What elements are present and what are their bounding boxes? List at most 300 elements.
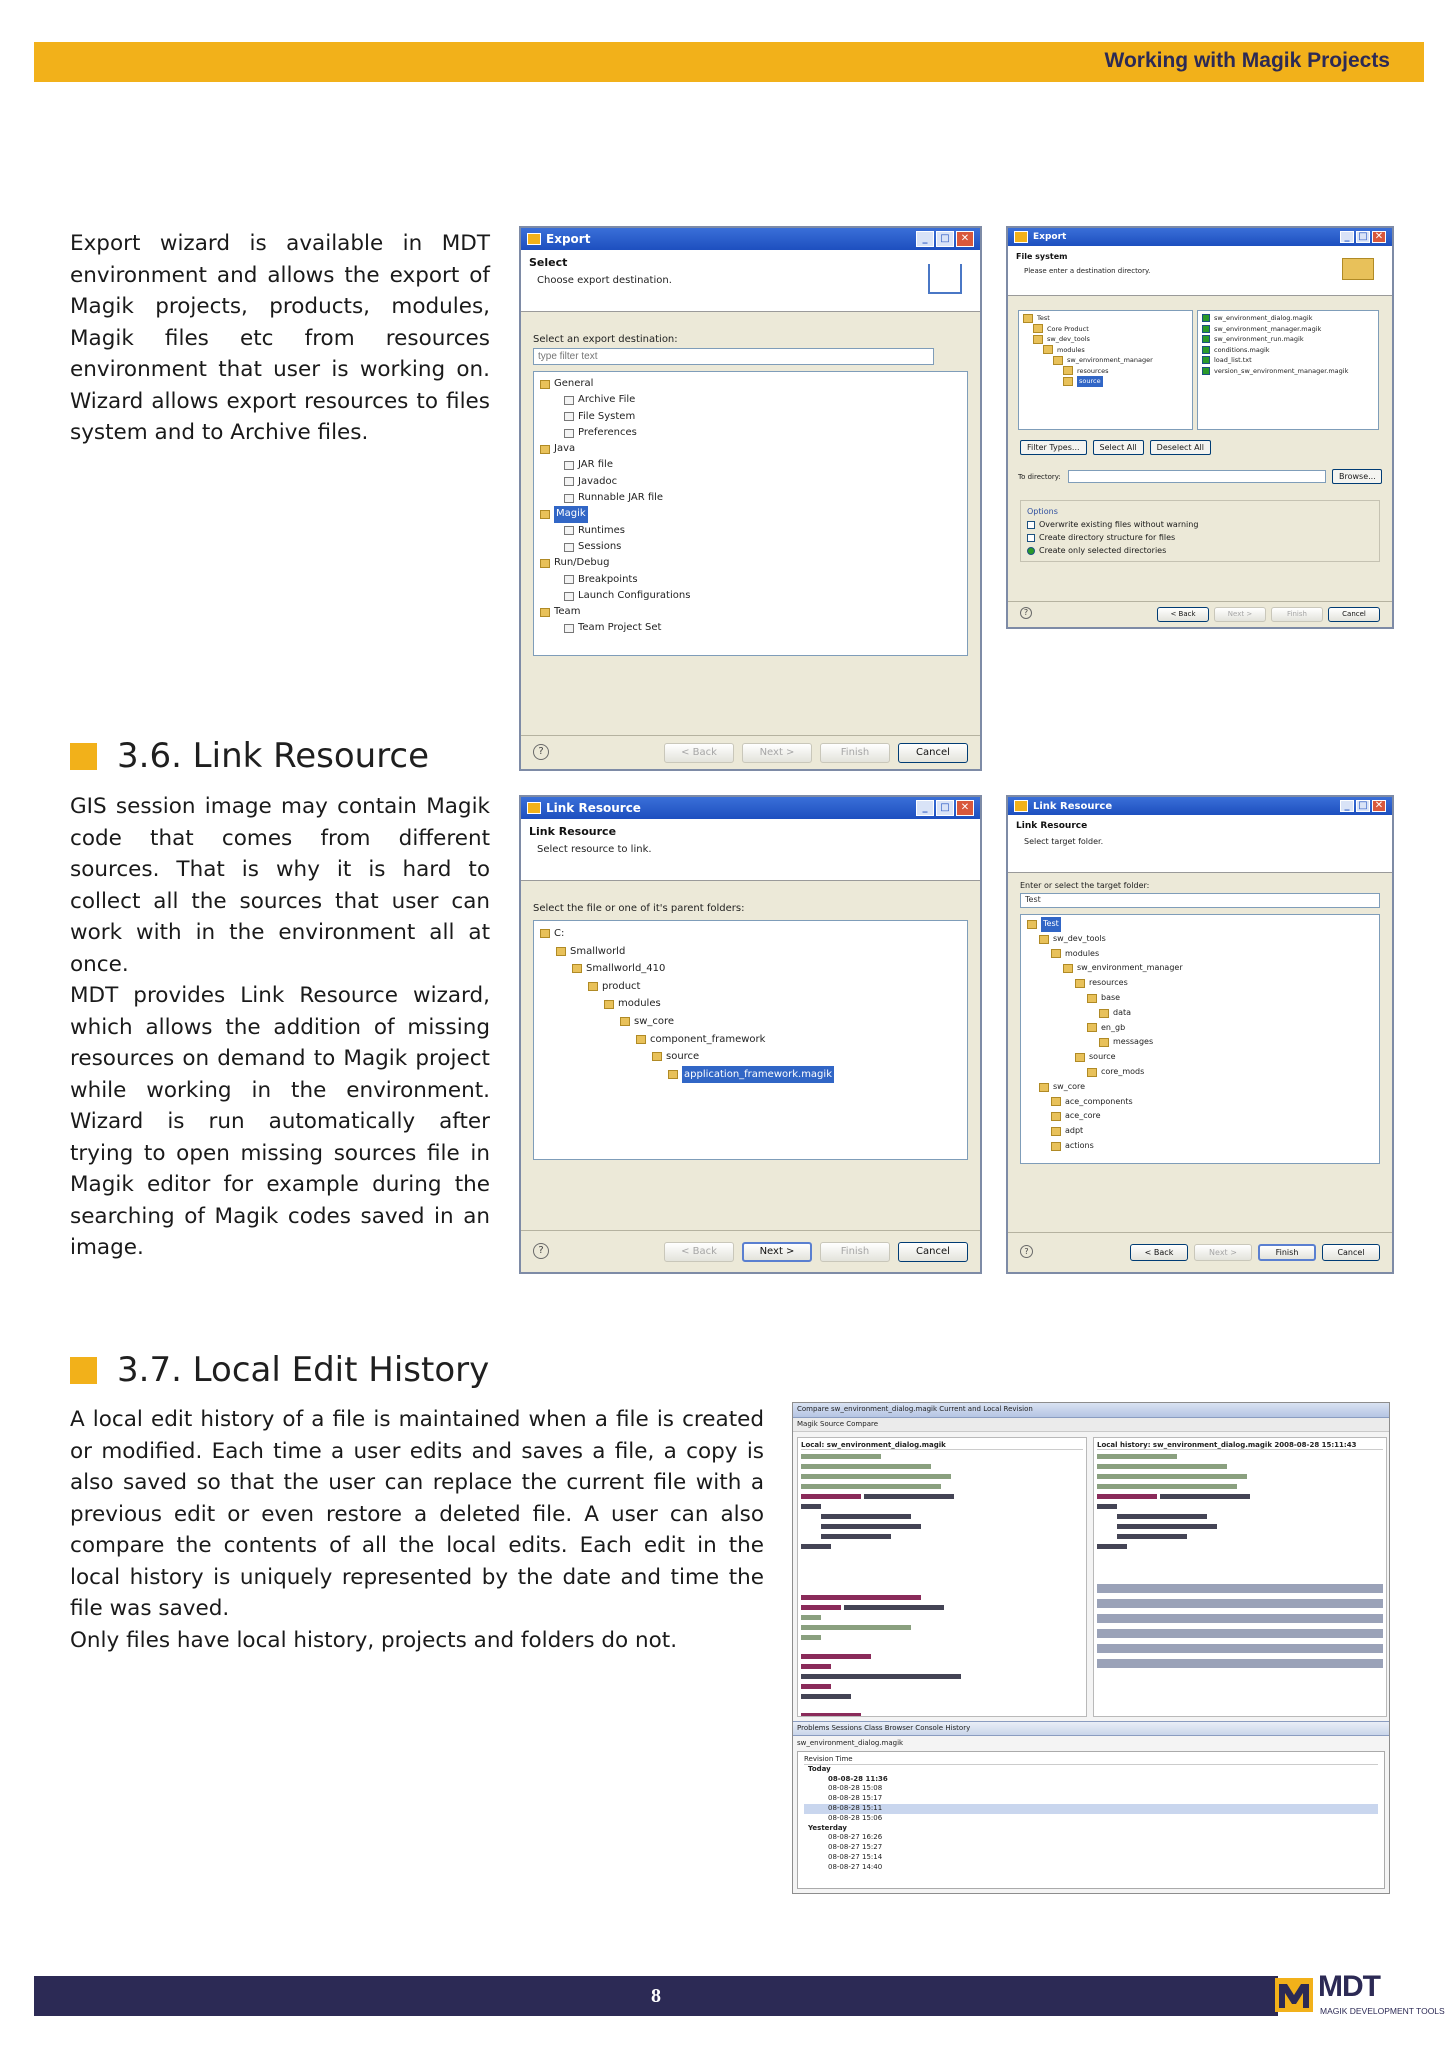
tree-item-label: data — [1113, 1007, 1132, 1017]
code-line — [801, 1662, 1083, 1671]
tree-item-label: Runtimes — [578, 524, 625, 536]
maximize-icon[interactable]: □ — [936, 231, 954, 247]
option-row[interactable] — [1027, 544, 1373, 557]
tree-item-label: Sessions — [578, 540, 622, 552]
folder-icon — [668, 1070, 678, 1079]
folder-icon — [652, 1052, 662, 1061]
tree-item[interactable] — [1027, 1035, 1373, 1050]
code-line — [1097, 1452, 1383, 1461]
link1-footer — [521, 1230, 980, 1272]
folder-icon — [1051, 1097, 1061, 1106]
folder-icon — [1075, 1053, 1085, 1062]
code-line — [1097, 1532, 1383, 1541]
file-list-item[interactable] — [1202, 345, 1374, 356]
code-line — [801, 1593, 1083, 1602]
file-list-label: sw_environment_manager.magik — [1214, 324, 1322, 333]
export-destination-tree — [533, 371, 968, 656]
mdt-window-icon — [1014, 231, 1028, 243]
cancel-button[interactable]: Cancel — [898, 743, 968, 763]
section-heading-local-edit-history — [70, 1350, 489, 1390]
header-title: Working with Magik Projects — [1104, 49, 1390, 72]
file-icon — [564, 575, 574, 584]
next-button[interactable]: Next > — [1214, 607, 1266, 622]
minimize-icon[interactable]: _ — [916, 231, 934, 247]
option-checkbox[interactable] — [1027, 534, 1035, 542]
tree-item-label: modules — [1065, 948, 1100, 958]
tree-item[interactable] — [540, 539, 961, 555]
tree-item[interactable] — [540, 376, 961, 392]
option-row[interactable] — [1027, 531, 1373, 544]
code-line — [801, 1672, 1083, 1681]
file-icon — [564, 461, 574, 470]
folder-icon — [540, 510, 550, 519]
browse-button[interactable]: Browse... — [1332, 469, 1382, 484]
checkbox[interactable] — [1202, 356, 1210, 364]
code-line — [801, 1502, 1083, 1511]
tree-item[interactable] — [1027, 976, 1373, 991]
code-line — [1097, 1492, 1383, 1501]
filesystem-export-screenshot — [1006, 226, 1394, 629]
export-wizard-icon — [928, 264, 962, 294]
tree-item[interactable] — [540, 425, 961, 441]
tree-item-label: modules — [1057, 345, 1085, 354]
code-line — [1097, 1462, 1383, 1471]
folder-icon — [1063, 964, 1073, 973]
file-list-label: version_sw_environment_manager.magik — [1214, 366, 1349, 375]
tree-item[interactable] — [540, 506, 961, 522]
help-icon[interactable]: ? — [1020, 1245, 1033, 1258]
finish-button[interactable]: Finish — [820, 1242, 890, 1262]
mdt-logo-text: MDT — [1318, 1970, 1380, 2003]
next-button[interactable]: Next > — [742, 743, 812, 763]
revision-group[interactable]: Today — [808, 1764, 831, 1773]
link2-banner-title: Link Resource — [1016, 821, 1088, 831]
tree-item[interactable] — [1027, 961, 1373, 976]
link1-banner — [521, 819, 980, 881]
diff-highlight — [1097, 1584, 1383, 1593]
tree-item-label: JAR file — [578, 459, 613, 471]
tree-item[interactable] — [1023, 345, 1188, 356]
link-resource-text — [70, 791, 490, 1264]
tree-item-label: Test — [1041, 917, 1061, 932]
revision-item[interactable]: 08-08-28 15:11 — [804, 1804, 1378, 1814]
folder-icon — [540, 445, 550, 454]
local-history-para2: Only files have local history, projects and folders do not. — [70, 1627, 678, 1653]
tree-item-label: resources — [1089, 978, 1128, 988]
tree-item-label: application_framework.magik — [682, 1066, 834, 1084]
cancel-button[interactable]: Cancel — [1328, 607, 1380, 622]
file-icon — [564, 429, 574, 438]
link1-folder-tree — [533, 920, 968, 1160]
option-checkbox[interactable] — [1027, 547, 1035, 555]
tree-item-label: adpt — [1065, 1126, 1084, 1136]
tree-item-label: Archive File — [578, 394, 636, 406]
link1-window-title: Link Resource — [546, 801, 641, 815]
option-row[interactable] — [1027, 518, 1373, 531]
diff-highlight — [1097, 1599, 1383, 1608]
folder-icon — [1099, 1009, 1109, 1018]
back-button[interactable]: < Back — [1157, 607, 1209, 622]
left-pane-title: Local: sw_environment_dialog.magik — [801, 1441, 1083, 1450]
tree-item-label: Javadoc — [578, 475, 618, 487]
finish-button[interactable]: Finish — [1258, 1244, 1316, 1261]
link2-label: Enter or select the target folder: — [1020, 881, 1150, 890]
file-icon — [564, 526, 574, 535]
finish-button[interactable]: Finish — [1271, 607, 1323, 622]
tree-item-label: modules — [618, 998, 661, 1010]
back-button[interactable]: < Back — [664, 743, 734, 763]
tree-item[interactable] — [540, 523, 961, 539]
compare-editor-tab[interactable]: Compare sw_environment_dialog.magik Current and Local Revision — [793, 1403, 1389, 1418]
page-number: 8 — [651, 1985, 661, 2007]
revision-item[interactable]: 08-08-27 15:27 — [828, 1843, 883, 1852]
tree-item-label: sw_environment_manager — [1077, 963, 1183, 973]
tree-item-label: Breakpoints — [578, 573, 638, 585]
folder-icon — [1087, 1068, 1097, 1077]
file-list-item[interactable] — [1202, 334, 1374, 345]
next-button[interactable]: Next > — [1194, 1244, 1252, 1261]
filesystem-footer — [1008, 601, 1392, 627]
header-bar — [34, 42, 1424, 82]
code-line — [1097, 1502, 1383, 1511]
tree-item[interactable] — [1027, 1050, 1373, 1065]
checkbox[interactable] — [1202, 325, 1210, 333]
link2-banner — [1008, 815, 1392, 873]
tree-item[interactable] — [540, 588, 961, 604]
back-button[interactable]: < Back — [1130, 1244, 1188, 1261]
code-line — [801, 1603, 1083, 1612]
local-history-heading: 3.7. Local Edit History — [117, 1350, 490, 1390]
file-list-label: conditions.magik — [1214, 345, 1270, 354]
option-checkbox[interactable] — [1027, 521, 1035, 529]
tree-item[interactable] — [1027, 1095, 1373, 1110]
revision-item[interactable]: 08-08-28 15:17 — [828, 1794, 883, 1803]
file-icon — [564, 624, 574, 633]
tree-item[interactable] — [1027, 932, 1373, 947]
to-directory-input[interactable] — [1068, 470, 1326, 483]
tree-item-label: Smallworld_410 — [586, 963, 666, 975]
tree-item[interactable] — [540, 925, 961, 943]
code-line — [1097, 1512, 1383, 1521]
tree-item-label: C: — [554, 928, 565, 939]
tree-item[interactable] — [540, 409, 961, 425]
link-resource-screenshot-2 — [1006, 795, 1394, 1274]
mdt-window-icon — [527, 802, 541, 814]
export-banner — [521, 250, 980, 312]
folder-icon — [1099, 1038, 1109, 1047]
cancel-button[interactable]: Cancel — [898, 1242, 968, 1262]
code-line — [1097, 1482, 1383, 1491]
mdt-window-icon — [1014, 800, 1028, 812]
mdt-logo-subtitle: MAGIK DEVELOPMENT TOOLS — [1320, 2006, 1445, 2016]
next-button[interactable]: Next > — [742, 1242, 812, 1262]
left-compare-pane — [797, 1437, 1087, 1717]
tree-item[interactable] — [540, 474, 961, 490]
tree-item[interactable] — [1027, 1021, 1373, 1036]
tree-item[interactable] — [1027, 917, 1373, 932]
folder-icon — [1075, 979, 1085, 988]
code-line — [801, 1633, 1083, 1642]
file-icon — [564, 477, 574, 486]
option-label: Overwrite existing files without warning — [1039, 520, 1199, 529]
revision-item[interactable]: 08-08-27 14:40 — [828, 1862, 883, 1871]
code-line — [801, 1623, 1083, 1632]
checkbox[interactable] — [1202, 314, 1210, 322]
diff-highlight — [1097, 1629, 1383, 1638]
folder-icon — [1063, 366, 1073, 375]
file-icon — [564, 396, 574, 405]
folder-icon — [588, 982, 598, 991]
back-button[interactable]: < Back — [664, 1242, 734, 1262]
revision-item[interactable]: 08-08-28 15:06 — [828, 1813, 883, 1822]
tree-item-label: sw_dev_tools — [1047, 335, 1090, 343]
revision-item[interactable]: 08-08-28 11:36 — [828, 1774, 888, 1783]
tree-item[interactable] — [540, 1066, 961, 1084]
diff-highlight — [1097, 1659, 1383, 1668]
tree-item-label: ace_core — [1065, 1111, 1101, 1121]
folder-icon — [604, 1000, 614, 1009]
close-icon[interactable]: ✕ — [1372, 231, 1386, 243]
tree-item[interactable] — [540, 1031, 961, 1049]
diff-highlight — [1097, 1644, 1383, 1653]
code-line — [801, 1512, 1083, 1521]
folder-icon — [1023, 314, 1033, 323]
tree-item[interactable] — [540, 572, 961, 588]
tree-item[interactable] — [540, 960, 961, 978]
help-icon[interactable]: ? — [1020, 607, 1032, 619]
link-resource-para2: MDT provides Link Resource wizard, which allows the addition of missing resources on demand to Magik project while working in the environment. Wizard is run automatically after trying to open missing sources file in Magik editor for example during the searching of Magik codes saved in an image. — [70, 983, 490, 1260]
mdt-logo — [1272, 1970, 1445, 2024]
file-list-item[interactable] — [1202, 324, 1374, 335]
local-history-text — [70, 1404, 764, 1656]
folder-icon — [540, 559, 550, 568]
tree-item-label: sw_dev_tools — [1053, 933, 1106, 943]
export-footer — [521, 735, 980, 769]
option-label: Create directory structure for files — [1039, 533, 1176, 542]
folder-icon — [540, 608, 550, 617]
export-title-bar — [521, 228, 980, 250]
folder-icon — [1342, 258, 1374, 280]
diff-highlight — [1097, 1614, 1383, 1623]
tree-item-label: Core Product — [1047, 324, 1089, 333]
tree-item-label: sw_environment_manager — [1067, 356, 1153, 364]
cancel-button[interactable]: Cancel — [1322, 1244, 1380, 1261]
folder-icon — [1039, 1083, 1049, 1092]
tree-item-label: Preferences — [578, 426, 637, 438]
folder-icon — [1087, 994, 1097, 1003]
local-history-screenshot — [792, 1402, 1390, 1894]
tree-item-label: resources — [1077, 366, 1109, 375]
tree-item[interactable] — [540, 978, 961, 996]
help-icon[interactable]: ? — [533, 1243, 549, 1259]
close-icon[interactable]: ✕ — [1372, 800, 1386, 812]
folder-icon — [620, 1017, 630, 1026]
revision-item[interactable]: 08-08-27 15:14 — [828, 1852, 883, 1861]
tree-item[interactable] — [1023, 324, 1188, 335]
maximize-icon[interactable]: □ — [1356, 800, 1370, 812]
tree-item[interactable] — [1027, 947, 1373, 962]
maximize-icon[interactable]: □ — [1356, 231, 1370, 243]
tree-item[interactable] — [1023, 376, 1188, 387]
tree-item-label: en_gb — [1101, 1022, 1126, 1032]
tree-item[interactable] — [1023, 313, 1188, 324]
checkbox[interactable] — [1202, 367, 1210, 375]
folder-icon — [1051, 1112, 1061, 1121]
tree-item[interactable] — [540, 457, 961, 473]
heading-marker — [70, 1357, 97, 1384]
link-resource-heading: 3.6. Link Resource — [117, 736, 430, 776]
tree-item[interactable] — [540, 604, 961, 620]
code-line — [801, 1711, 1083, 1717]
tree-item-label: Launch Configurations — [578, 589, 691, 601]
export-window-title: Export — [546, 232, 591, 246]
export-banner-sub: Choose export destination. — [537, 275, 672, 286]
code-line — [801, 1613, 1083, 1622]
tree-item[interactable] — [540, 995, 961, 1013]
tree-item[interactable] — [1023, 334, 1188, 345]
bottom-view-tabs[interactable]: Problems Sessions Class Browser Console History — [793, 1721, 1389, 1736]
tree-item-label: core_mods — [1101, 1066, 1145, 1076]
revision-header: Revision Time — [804, 1755, 1378, 1765]
tree-item[interactable] — [540, 620, 961, 636]
link-resource-para1: GIS session image may contain Magik code that comes from different sources. That is why it is hard to collect all the sources that user can work with in the environment all at once. — [70, 794, 490, 977]
filesystem-title-bar — [1008, 228, 1392, 246]
link2-footer — [1008, 1232, 1392, 1272]
code-line — [801, 1492, 1083, 1501]
file-list-item[interactable] — [1202, 366, 1374, 377]
tree-item-label: ace_components — [1065, 1096, 1133, 1106]
tree-item[interactable] — [1023, 355, 1188, 366]
code-line — [801, 1682, 1083, 1691]
link1-banner-sub: Select resource to link. — [537, 844, 652, 855]
revision-group[interactable]: Yesterday — [808, 1823, 847, 1832]
code-line — [1097, 1542, 1383, 1551]
tree-item-label: source — [1079, 377, 1101, 385]
tree-item-label: sw_core — [1053, 1081, 1086, 1091]
intro-text: Export wizard is available in MDT environment and allows the export of Magik projects, products, modules, Magik files etc from resources environment that user is working on. Wizard allows export resources to files system and to Archive files. — [70, 231, 490, 445]
tree-item[interactable] — [540, 441, 961, 457]
code-line — [1097, 1522, 1383, 1531]
right-compare-pane — [1093, 1437, 1387, 1717]
close-icon[interactable]: ✕ — [956, 800, 974, 816]
option-label: Create only selected directories — [1039, 546, 1167, 555]
tree-item-label: source — [1089, 1052, 1116, 1062]
tree-item[interactable] — [1027, 1109, 1373, 1124]
tree-item-label: General — [554, 378, 594, 389]
tree-item[interactable] — [540, 1048, 961, 1066]
checkbox[interactable] — [1202, 335, 1210, 343]
export-filter-input[interactable] — [533, 348, 934, 365]
tree-item[interactable] — [1023, 366, 1188, 377]
finish-button[interactable]: Finish — [820, 743, 890, 763]
code-line — [801, 1482, 1083, 1491]
tree-item-label: sw_core — [634, 1015, 675, 1027]
tree-item[interactable] — [1027, 1065, 1373, 1080]
mdt-logo-icon — [1275, 1978, 1313, 2012]
filter-types-button[interactable]: Filter Types... — [1020, 440, 1087, 455]
code-line — [801, 1542, 1083, 1551]
tree-item[interactable] — [1027, 1006, 1373, 1021]
filesystem-banner-sub: Please enter a destination directory. — [1024, 267, 1151, 275]
export-destination-label: Select an export destination: — [533, 334, 678, 345]
filesystem-options — [1020, 500, 1380, 562]
tree-item[interactable] — [540, 392, 961, 408]
tree-item-label: Team — [554, 606, 581, 618]
tree-item[interactable] — [540, 555, 961, 571]
filesystem-banner-title: File system — [1016, 252, 1068, 261]
tree-item-label: File System — [578, 410, 636, 422]
tree-item-label: component_framework — [650, 1033, 766, 1045]
compare-subheader: Magik Source Compare — [793, 1418, 1389, 1432]
folder-icon — [1043, 345, 1053, 354]
tree-item-label: Team Project Set — [578, 622, 662, 634]
tree-item[interactable] — [540, 1013, 961, 1031]
link1-label: Select the file or one of it's parent folders: — [533, 903, 745, 914]
revision-item[interactable]: 08-08-27 16:26 — [828, 1833, 883, 1842]
code-line — [801, 1462, 1083, 1471]
tree-item-label: source — [666, 1051, 700, 1063]
target-folder-input[interactable]: Test — [1020, 893, 1380, 908]
link2-banner-sub: Select target folder. — [1024, 837, 1104, 846]
deselect-all-button[interactable]: Deselect All — [1150, 440, 1211, 455]
code-line — [1097, 1472, 1383, 1481]
tree-item[interactable] — [540, 943, 961, 961]
export-banner-title: Select — [529, 256, 568, 269]
minimize-icon[interactable]: _ — [1340, 800, 1354, 812]
options-title: Options — [1027, 507, 1058, 516]
to-directory-label: To directory: — [1018, 472, 1061, 481]
tree-item[interactable] — [1027, 991, 1373, 1006]
export-wizard-screenshot — [519, 226, 982, 771]
section-heading-link-resource — [70, 736, 429, 776]
tree-item[interactable] — [540, 490, 961, 506]
file-list-item[interactable] — [1202, 355, 1374, 366]
minimize-icon[interactable]: _ — [1340, 231, 1354, 243]
folder-icon — [1033, 335, 1043, 344]
folder-icon — [1033, 324, 1043, 333]
folder-icon — [1053, 356, 1063, 365]
mdt-window-icon — [527, 233, 541, 245]
filesystem-window-title: Export — [1033, 232, 1067, 242]
select-all-button[interactable]: Select All — [1093, 440, 1144, 455]
close-icon[interactable]: ✕ — [956, 231, 974, 247]
link-resource-screenshot-1 — [519, 795, 982, 1274]
folder-icon — [1087, 1023, 1097, 1032]
help-icon[interactable]: ? — [533, 744, 549, 760]
file-icon — [564, 412, 574, 421]
filesystem-mini-buttons — [1020, 440, 1380, 455]
code-line — [801, 1692, 1083, 1701]
code-line — [801, 1472, 1083, 1481]
code-line — [801, 1532, 1083, 1541]
link2-folder-tree — [1020, 914, 1380, 1164]
folder-icon — [540, 929, 550, 938]
revision-item[interactable]: 08-08-28 15:08 — [828, 1784, 883, 1793]
tree-item[interactable] — [1027, 1080, 1373, 1095]
checkbox[interactable] — [1202, 346, 1210, 354]
history-file-label: sw_environment_dialog.magik — [797, 1739, 904, 1747]
right-pane-title: Local history: sw_environment_dialog.magik 2008-08-28 15:11:43 — [1097, 1441, 1383, 1450]
file-list-item[interactable] — [1202, 313, 1374, 324]
tree-item[interactable] — [1027, 1124, 1373, 1139]
link2-title-bar — [1008, 797, 1392, 815]
folder-icon — [1051, 1127, 1061, 1136]
maximize-icon[interactable]: □ — [936, 800, 954, 816]
footer-bar — [34, 1976, 1278, 2016]
tree-item[interactable] — [1027, 1139, 1373, 1154]
folder-icon — [1051, 949, 1061, 958]
minimize-icon[interactable]: _ — [916, 800, 934, 816]
